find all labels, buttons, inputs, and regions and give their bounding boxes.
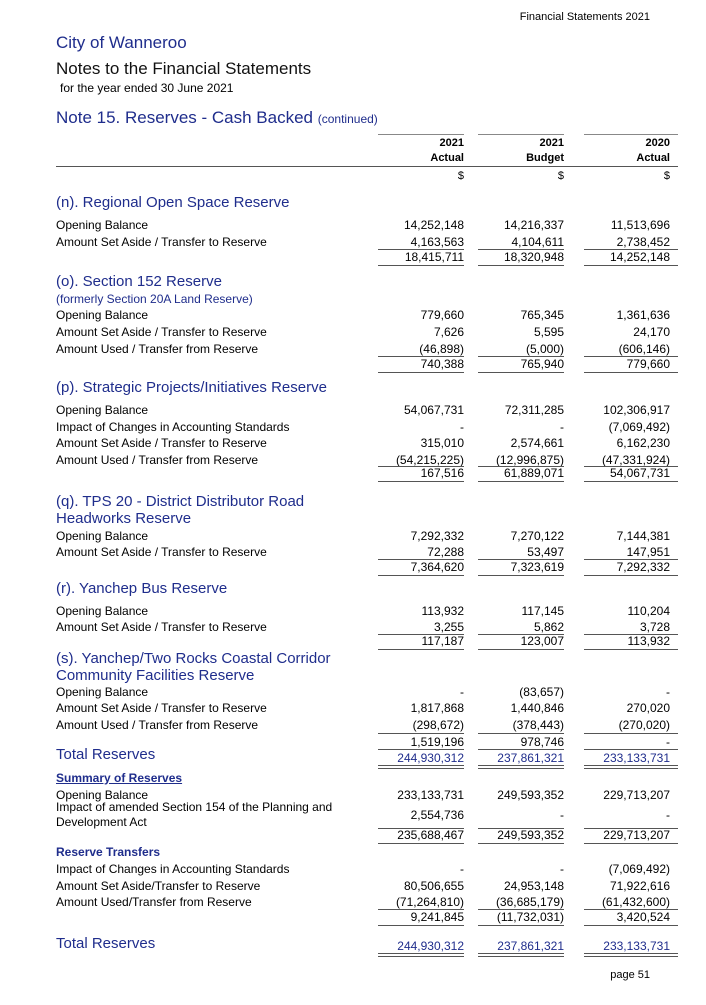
cell-budget-2021: 61,889,071 xyxy=(503,466,564,480)
total-rule xyxy=(478,649,564,650)
cell-budget-2021: 237,861,321 xyxy=(497,939,564,953)
cell-actual-2021: 80,506,655 xyxy=(403,879,464,893)
cell-actual-2021: 113,932 xyxy=(421,604,464,618)
document-subtitle: for the year ended 30 June 2021 xyxy=(60,81,234,95)
total-rule xyxy=(378,265,464,266)
total-rule xyxy=(584,481,678,482)
row-label: Amount Used / Transfer from Reserve xyxy=(56,718,259,732)
total-rule xyxy=(584,649,678,650)
cell-actual-2021: 235,688,467 xyxy=(397,828,464,842)
total-rule xyxy=(478,265,564,266)
col2-unit: $ xyxy=(557,170,564,182)
cell-actual-2021: 167,516 xyxy=(420,466,464,480)
cell-actual-2021: 54,067,731 xyxy=(403,403,464,417)
cell-actual-2021: 740,388 xyxy=(420,357,464,371)
section-s-heading: (s). Yanchep/Two Rocks Coastal Corridor xyxy=(56,650,331,667)
cell-actual-2021: 1,817,868 xyxy=(410,701,464,715)
row-label: Impact of Changes in Accounting Standards xyxy=(56,862,290,876)
cell-budget-2021: 978,746 xyxy=(520,735,564,749)
cell-actual-2020: 233,133,731 xyxy=(603,751,670,765)
cell-budget-2021: 5,862 xyxy=(533,620,564,634)
table-row xyxy=(56,217,678,233)
cell-actual-2020: - xyxy=(666,735,670,749)
total-rule xyxy=(378,481,464,482)
cell-actual-2020: 1,361,636 xyxy=(616,308,670,322)
total-rule xyxy=(378,575,464,576)
table-row xyxy=(56,861,678,877)
note-title-text: Note 15. Reserves - Cash Backed xyxy=(56,108,314,127)
cell-actual-2021: 315,010 xyxy=(420,436,464,450)
cell-actual-2021: - xyxy=(460,420,464,434)
cell-actual-2021: (54,215,225) xyxy=(395,453,464,467)
row-label: Impact of amended Section 154 of the Planning and xyxy=(56,800,333,814)
cell-actual-2020: 14,252,148 xyxy=(609,250,670,264)
summary-total-reserves-label: Total Reserves xyxy=(56,935,156,952)
cell-actual-2021: 244,930,312 xyxy=(397,751,464,765)
cell-actual-2021: 4,163,563 xyxy=(410,235,464,249)
table-row xyxy=(56,307,678,323)
cell-budget-2021: 24,953,148 xyxy=(503,879,564,893)
total-rule xyxy=(378,843,464,844)
organisation-name: City of Wanneroo xyxy=(56,33,187,52)
cell-actual-2021: 14,252,148 xyxy=(403,218,464,232)
cell-actual-2020: 110,204 xyxy=(627,604,670,618)
table-row xyxy=(56,528,678,544)
total-rule xyxy=(478,372,564,373)
section-total-row xyxy=(56,559,678,575)
cell-actual-2021: - xyxy=(460,862,464,876)
cell-actual-2020: 3,420,524 xyxy=(616,910,670,924)
cell-budget-2021: 14,216,337 xyxy=(503,218,564,232)
cell-actual-2021: (46,898) xyxy=(419,342,464,356)
table-row xyxy=(56,878,678,894)
table-row xyxy=(56,544,678,560)
cell-budget-2021: (83,657) xyxy=(519,685,564,699)
cell-budget-2021: - xyxy=(560,862,564,876)
table-row xyxy=(56,402,678,418)
total-rule xyxy=(584,575,678,576)
cell-actual-2021: 72,288 xyxy=(427,545,464,559)
cell-budget-2021: 53,497 xyxy=(527,545,564,559)
cell-actual-2020: 7,144,381 xyxy=(616,529,670,543)
col1-top-rule xyxy=(378,134,464,135)
total-rule xyxy=(584,843,678,844)
cell-actual-2020: (61,432,600) xyxy=(601,895,670,909)
cell-actual-2020: 229,713,207 xyxy=(603,828,670,842)
cell-budget-2021: 249,593,352 xyxy=(497,788,564,802)
cell-actual-2020: 11,513,696 xyxy=(610,218,670,232)
col1-unit: $ xyxy=(457,170,464,182)
total-rule xyxy=(584,925,678,926)
transfers-total-row xyxy=(56,909,678,925)
table-row xyxy=(56,234,678,250)
cell-actual-2021: 9,241,845 xyxy=(410,910,464,924)
cell-actual-2020: 779,660 xyxy=(626,357,670,371)
row-label: Impact of Changes in Accounting Standards xyxy=(56,420,290,434)
cell-budget-2021: 765,345 xyxy=(520,308,564,322)
cell-budget-2021: 765,940 xyxy=(520,357,564,371)
cell-actual-2020: 24,170 xyxy=(633,325,670,339)
section-r-heading: (r). Yanchep Bus Reserve xyxy=(56,580,228,597)
page-number: page 51 xyxy=(610,969,650,981)
cell-actual-2020: 3,728 xyxy=(639,620,670,634)
cell-budget-2021: 18,320,948 xyxy=(503,250,564,264)
cell-budget-2021: - xyxy=(560,808,564,822)
table-row xyxy=(56,894,678,910)
cell-budget-2021: (378,443) xyxy=(512,718,564,732)
cell-actual-2020: 270,020 xyxy=(626,701,670,715)
cell-actual-2020: - xyxy=(666,808,670,822)
cell-actual-2020: 113,932 xyxy=(627,634,670,648)
summary-heading: Summary of Reserves xyxy=(56,771,183,785)
row-label: Opening Balance xyxy=(56,403,149,417)
cell-budget-2021: 72,311,285 xyxy=(504,403,564,417)
cell-actual-2021: (298,672) xyxy=(412,718,464,732)
col1-year: 2021 xyxy=(439,137,464,149)
total-rule xyxy=(378,372,464,373)
cell-actual-2021: 244,930,312 xyxy=(397,939,464,953)
section-p-heading: (p). Strategic Projects/Initiatives Reserve xyxy=(56,379,327,396)
cell-actual-2020: 54,067,731 xyxy=(609,466,670,480)
section-o-subheading: (formerly Section 20A Land Reserve) xyxy=(56,292,253,306)
cell-actual-2020: 2,738,452 xyxy=(616,235,670,249)
row-label: Opening Balance xyxy=(56,308,149,322)
double-rule xyxy=(584,765,678,769)
cell-budget-2021: 123,007 xyxy=(520,634,564,648)
total-rule xyxy=(378,649,464,650)
row-label: Opening Balance xyxy=(56,218,149,232)
col3-top-rule xyxy=(584,134,678,135)
row-label: Amount Used / Transfer from Reserve xyxy=(56,342,259,356)
note-title xyxy=(56,108,378,128)
cell-actual-2020: (270,020) xyxy=(618,718,670,732)
cell-budget-2021: 1,440,846 xyxy=(510,701,564,715)
total-reserves-label: Total Reserves xyxy=(56,746,156,763)
cell-actual-2020: 71,922,616 xyxy=(609,879,670,893)
row-label: Amount Used/Transfer from Reserve xyxy=(56,895,252,909)
cell-actual-2020: 147,951 xyxy=(626,545,670,559)
cell-budget-2021: 5,595 xyxy=(533,325,564,339)
total-rule xyxy=(478,575,564,576)
total-reserves-row xyxy=(56,750,678,766)
cell-actual-2020: 6,162,230 xyxy=(616,436,670,450)
cell-budget-2021: - xyxy=(560,420,564,434)
table-row xyxy=(56,717,678,733)
cell-actual-2020: 102,306,917 xyxy=(603,403,670,417)
row-label: Opening Balance xyxy=(56,685,149,699)
cell-budget-2021: 117,145 xyxy=(521,604,564,618)
row-label: Amount Set Aside / Transfer to Reserve xyxy=(56,545,267,559)
total-rule xyxy=(478,925,564,926)
row-label: Opening Balance xyxy=(56,529,149,543)
section-s-heading-cont: Community Facilities Reserve xyxy=(56,667,255,684)
cell-actual-2021: 7,626 xyxy=(433,325,464,339)
cell-budget-2021: (11,732,031) xyxy=(496,910,564,924)
total-rule xyxy=(584,265,678,266)
total-rule xyxy=(478,843,564,844)
note-continued: (continued) xyxy=(317,112,378,126)
table-row xyxy=(56,324,678,340)
row-label: Amount Set Aside / Transfer to Reserve xyxy=(56,701,267,715)
row-label: Amount Used / Transfer from Reserve xyxy=(56,453,259,467)
cell-actual-2021: 1,519,196 xyxy=(410,735,464,749)
cell-actual-2021: - xyxy=(460,685,464,699)
col3-unit: $ xyxy=(663,170,670,182)
col1-type: Actual xyxy=(430,152,464,164)
col3-year: 2020 xyxy=(645,137,670,149)
cell-budget-2021: (36,685,179) xyxy=(495,895,564,909)
reserve-transfers-heading: Reserve Transfers xyxy=(56,845,161,859)
cell-budget-2021: 7,270,122 xyxy=(510,529,564,543)
running-title: Financial Statements 2021 xyxy=(519,11,650,23)
cell-budget-2021: 237,861,321 xyxy=(497,751,564,765)
cell-budget-2021: 249,593,352 xyxy=(497,828,564,842)
total-rule xyxy=(478,481,564,482)
section-total-row xyxy=(56,465,678,481)
cell-actual-2021: 18,415,711 xyxy=(404,250,464,264)
double-rule xyxy=(584,953,678,957)
table-row xyxy=(56,603,678,619)
total-rule xyxy=(378,925,464,926)
row-label: Development Act xyxy=(56,815,147,829)
row-label: Amount Set Aside / Transfer to Reserve xyxy=(56,325,267,339)
cell-budget-2021: (5,000) xyxy=(525,342,564,356)
double-rule xyxy=(378,765,464,769)
section-q-heading-cont: Headworks Reserve xyxy=(56,510,192,527)
cell-actual-2021: 2,554,736 xyxy=(410,808,464,822)
cell-actual-2020: 233,133,731 xyxy=(603,939,670,953)
summary-total-reserves-row xyxy=(56,938,678,954)
table-row xyxy=(56,684,678,700)
row-label: Amount Set Aside/Transfer to Reserve xyxy=(56,879,261,893)
cell-budget-2021: (12,996,875) xyxy=(495,453,564,467)
cell-actual-2021: 7,292,332 xyxy=(410,529,464,543)
cell-actual-2021: (71,264,810) xyxy=(395,895,464,909)
cell-actual-2020: (606,146) xyxy=(618,342,670,356)
total-rule xyxy=(584,372,678,373)
cell-actual-2020: (7,069,492) xyxy=(608,862,670,876)
col2-year: 2021 xyxy=(539,137,564,149)
section-o-heading: (o). Section 152 Reserve xyxy=(56,273,222,290)
double-rule xyxy=(378,953,464,957)
document-title: Notes to the Financial Statements xyxy=(56,59,312,78)
table-row xyxy=(56,435,678,451)
row-label: Opening Balance xyxy=(56,604,149,618)
cell-actual-2020: - xyxy=(666,685,670,699)
cell-actual-2021: 779,660 xyxy=(420,308,464,322)
section-total-row xyxy=(56,633,678,649)
section-q-heading: (q). TPS 20 - District Distributor Road xyxy=(56,493,305,510)
row-label: Amount Set Aside / Transfer to Reserve xyxy=(56,620,267,634)
cell-actual-2020: 229,713,207 xyxy=(603,788,670,802)
col3-type: Actual xyxy=(636,152,670,164)
cell-actual-2021: 3,255 xyxy=(433,620,464,634)
cell-actual-2020: 7,292,332 xyxy=(616,560,670,574)
section-n-heading: (n). Regional Open Space Reserve xyxy=(56,194,290,211)
cell-actual-2020: (7,069,492) xyxy=(608,420,670,434)
table-row xyxy=(56,700,678,716)
cell-budget-2021: 7,323,619 xyxy=(510,560,564,574)
cell-budget-2021: 4,104,611 xyxy=(511,235,564,249)
col2-top-rule xyxy=(478,134,564,135)
row-label: Amount Set Aside / Transfer to Reserve xyxy=(56,436,267,450)
cell-actual-2020: (47,331,924) xyxy=(601,453,670,467)
table-row xyxy=(56,419,678,435)
cell-actual-2021: 7,364,620 xyxy=(410,560,464,574)
cell-actual-2021: 233,133,731 xyxy=(397,788,464,802)
double-rule xyxy=(478,765,564,769)
section-total-row xyxy=(56,356,678,372)
cell-budget-2021: 2,574,661 xyxy=(510,436,564,450)
cell-actual-2021: 117,187 xyxy=(421,634,464,648)
table-row xyxy=(56,341,678,357)
double-rule xyxy=(478,953,564,957)
row-label: Amount Set Aside / Transfer to Reserve xyxy=(56,235,267,249)
col2-type: Budget xyxy=(526,152,564,164)
header-rule xyxy=(56,166,678,167)
section-total-row xyxy=(56,249,678,265)
summary-subtotal-row xyxy=(56,827,678,843)
row-label: Opening Balance xyxy=(56,788,149,802)
